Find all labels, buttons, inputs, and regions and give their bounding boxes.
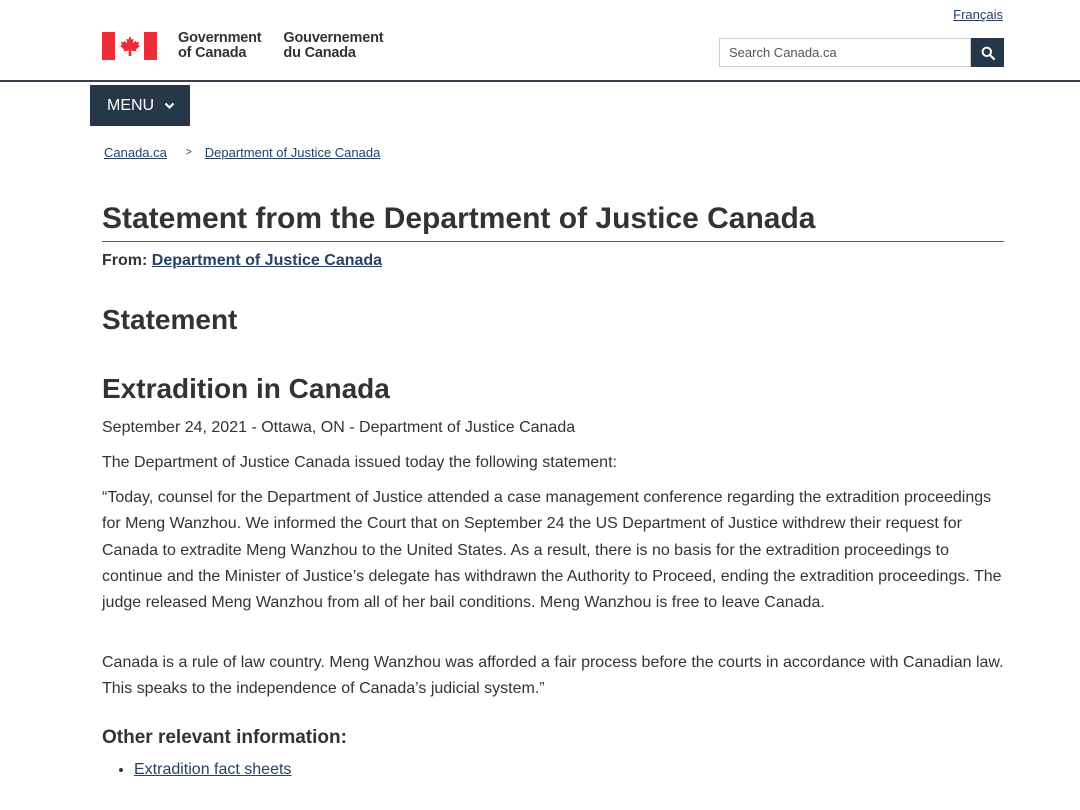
other-info-list: [102, 761, 291, 779]
other-info-heading: Other relevant information:: [102, 727, 347, 748]
article-heading: Extradition in Canada: [102, 373, 390, 404]
menu-label: MENU: [107, 96, 155, 114]
signature-english: Government of Canada: [178, 30, 262, 61]
intro-paragraph: The Department of Justice Canada issued today the following statement:: [102, 454, 617, 471]
breadcrumb-item-justice[interactable]: Department of Justice Canada: [204, 145, 381, 160]
from-department-link[interactable]: Department of Justice Canada: [151, 252, 383, 269]
chevron-down-icon: [164, 102, 175, 110]
dateline: September 24, 2021 - Ottawa, ON - Department of Justice Canada: [102, 419, 576, 436]
menu-button[interactable]: [90, 85, 190, 126]
statement-paragraph: “Today, counsel for the Department of Justice attended a case management conference regarding the extradition proceedings for Meng Wanzhou. We informed the Court that on September 24 the US Department of Justice withdrew their request for Canada to extradite Meng Wanzhou to the United States. As a result, there is no basis for the extradition proceedings to continue and the Minister of Justice’s delegate has withdrawn the Authority to Proceed, ending the extradition proceedings. The judge released Meng Wanzhou from all of her bail conditions. Meng Wanzhou is free to leave Canada.: [102, 489, 1002, 612]
government-signature[interactable]: [102, 31, 383, 61]
signature-french: Gouvernement du Canada: [283, 30, 384, 61]
search-button[interactable]: [971, 38, 1004, 67]
from-label: From:: [102, 252, 148, 269]
canada-flag-icon: [102, 32, 157, 60]
language-toggle-link[interactable]: Français: [953, 7, 1003, 22]
search-icon: [981, 46, 995, 60]
search-input[interactable]: [719, 38, 971, 67]
breadcrumb-item-canada[interactable]: Canada.ca: [104, 145, 167, 160]
breadcrumb: [104, 145, 380, 160]
section-heading: Statement: [102, 304, 238, 335]
breadcrumb-separator: >: [185, 147, 192, 158]
site-header: [0, 0, 1080, 82]
extradition-fact-sheets-link[interactable]: Extradition fact sheets: [134, 761, 292, 778]
site-search: [719, 38, 1004, 67]
closing-paragraph: Canada is a rule of law country. Meng Wanzhou was afforded a fair process before the courts in accordance with Canadian law. This speaks to the independence of Canada’s judicial system.”: [102, 654, 1004, 698]
from-line: [102, 252, 382, 270]
page-title: Statement from the Department of Justice Canada: [102, 202, 1004, 242]
list-item: [134, 761, 291, 779]
